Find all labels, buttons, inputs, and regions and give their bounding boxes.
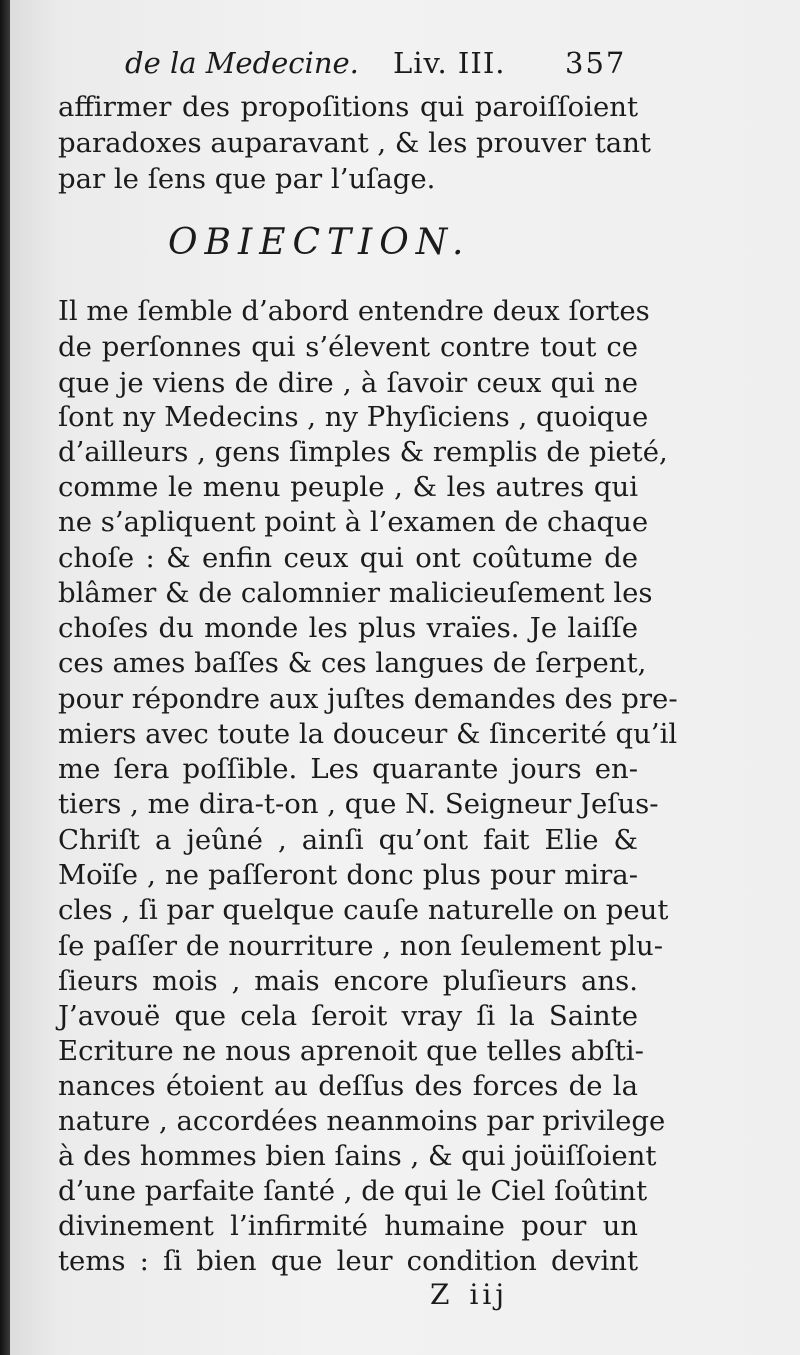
text-line: par le ſens que par l’uſage. xyxy=(58,163,436,195)
text-line: ces ames baſſes & ces langues de ſerpent, xyxy=(58,647,647,679)
text-line: me ſera poſſible. Les quarante jours en- xyxy=(58,753,638,785)
text-line: que je viens de dire , à ſavoir ceux qui ne xyxy=(58,367,638,399)
page-number: 357 xyxy=(565,46,627,80)
text-line: paradoxes auparavant , & les prouver tant xyxy=(58,127,651,159)
text-line: pour répondre aux juſtes demandes des pre- xyxy=(58,683,678,715)
text-line: ſont ny Medecins , ny Phyſiciens , quoique xyxy=(58,401,649,433)
text-line: choſes du monde les plus vraïes. Je laiſſe xyxy=(58,612,638,644)
text-line: ne s’apliquent point à l’examen de chaque xyxy=(58,506,649,538)
text-line: ſe paſſer de nourriture , non ſeulement plu- xyxy=(58,930,664,962)
text-line: J’avouë que cela ſeroit vray ſi la Sainte xyxy=(58,1000,638,1032)
section-heading: OBIECTION. xyxy=(168,222,471,263)
text-line: Chriſt a jeûné , ainſi qu’ont fait Elie & xyxy=(58,824,638,856)
book-number: Liv. III. xyxy=(393,46,506,80)
text-line: nances étoient au deſſus des forces de la xyxy=(58,1070,638,1102)
signature-number: iij xyxy=(469,1278,509,1311)
text-line: tiers , me dira-t-on , que N. Seigneur Jeſus- xyxy=(58,788,659,820)
signature-mark xyxy=(430,1278,508,1311)
running-title: de la Medecine. xyxy=(125,46,359,80)
scan-page-edge-shadow xyxy=(0,0,10,1355)
text-line: Il me ſemble d’abord entendre deux ſortes xyxy=(58,295,650,327)
text-line: divinement l’infirmité humaine pour un xyxy=(58,1210,638,1242)
signature-letter: Z xyxy=(430,1278,454,1311)
book-page xyxy=(10,0,800,1355)
text-line: d’ailleurs , gens ſimples & remplis de pieté, xyxy=(58,436,668,468)
text-line: ſieurs mois , mais encore pluſieurs ans. xyxy=(58,965,638,997)
text-line: cles , ſi par quelque cauſe naturelle on peut xyxy=(58,894,669,926)
text-line: blâmer & de calomnier malicieuſement les xyxy=(58,577,653,609)
text-line: miers avec toute la douceur & ſincerité qu’il xyxy=(58,718,678,750)
text-line: tems : ſi bien que leur condition devint xyxy=(58,1245,638,1277)
text-line: nature , accordées neanmoins par privilege xyxy=(58,1105,666,1137)
text-line: d’une parfaite ſanté , de qui le Ciel ſoûtint xyxy=(58,1175,648,1207)
text-line: de perſonnes qui s’élevent contre tout ce xyxy=(58,331,638,363)
text-line: à des hommes bien ſains , & qui joüiſſoient xyxy=(58,1140,657,1172)
text-line: Ecriture ne nous aprenoit que telles abſti- xyxy=(58,1035,644,1067)
text-line: affirmer des propoſitions qui paroiſſoient xyxy=(58,91,638,123)
text-line: comme le menu peuple , & les autres qui xyxy=(58,471,638,503)
text-line: choſe : & enfin ceux qui ont coûtume de xyxy=(58,542,638,574)
running-header xyxy=(125,46,645,88)
text-line: Moïſe , ne paſſeront donc plus pour mira- xyxy=(58,859,638,891)
